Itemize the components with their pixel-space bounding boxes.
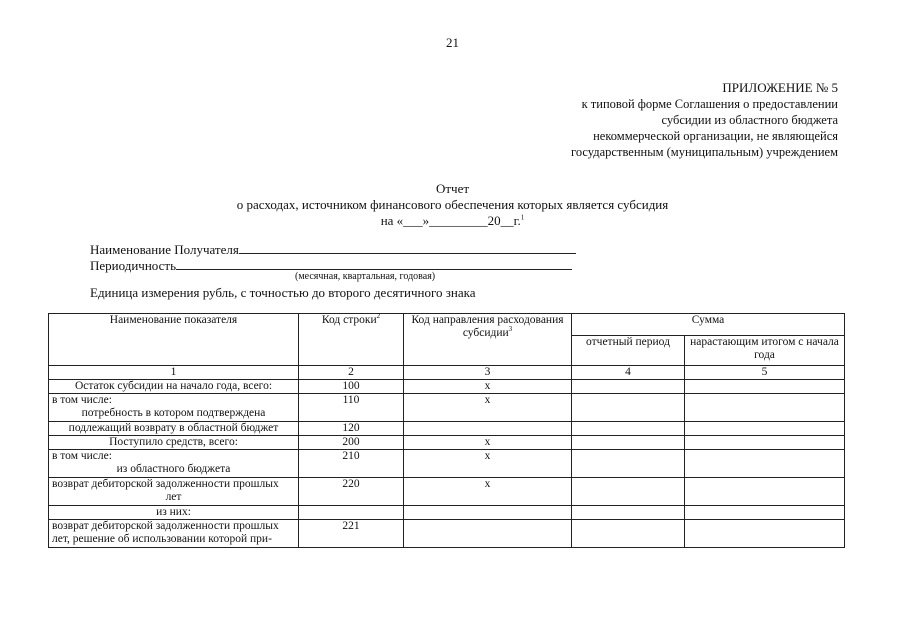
row-code xyxy=(299,506,404,520)
row-direction: x xyxy=(404,380,572,394)
title-line: Отчет xyxy=(435,181,470,196)
row-direction xyxy=(404,422,572,436)
column-number: 1 xyxy=(49,366,299,380)
header-row-code: Код строки$^2$ xyxy=(299,314,404,366)
row-code: 110 xyxy=(299,394,404,422)
value-cell[interactable] xyxy=(685,380,845,394)
appendix-block xyxy=(478,80,838,160)
value-cell[interactable] xyxy=(685,394,845,422)
row-name: Остаток субсидии на начало года, всего: xyxy=(49,380,299,394)
value-cell[interactable] xyxy=(685,450,845,478)
recipient-label: Наименование Получателя xyxy=(90,242,239,257)
table-row xyxy=(49,520,845,548)
periodicity-label: Периодичность xyxy=(90,258,177,273)
value-cell[interactable] xyxy=(685,436,845,450)
value-cell[interactable] xyxy=(685,478,845,506)
header-cumulative: нарастающим итогом с начала года xyxy=(685,336,845,366)
table-row xyxy=(49,436,845,450)
appendix-line: некоммерческой организации, не являющейся xyxy=(593,129,838,143)
header-reporting-period: отчетный период xyxy=(572,336,685,366)
row-name: Поступило средств, всего: xyxy=(49,436,299,450)
row-name: подлежащий возврату в областной бюджет xyxy=(49,422,299,436)
value-cell[interactable] xyxy=(572,520,685,548)
report-title xyxy=(0,181,905,229)
value-cell[interactable] xyxy=(572,394,685,422)
value-cell[interactable] xyxy=(685,520,845,548)
appendix-line: государственным (муниципальным) учреждением xyxy=(571,145,838,159)
row-code: 210 xyxy=(299,450,404,478)
value-cell[interactable] xyxy=(572,422,685,436)
header-sum: Сумма xyxy=(572,314,845,336)
report-table xyxy=(48,313,845,548)
row-direction: x xyxy=(404,450,572,478)
row-code: 120 xyxy=(299,422,404,436)
table-row xyxy=(49,506,845,520)
column-number: 2 xyxy=(299,366,404,380)
row-code: 200 xyxy=(299,436,404,450)
value-cell[interactable] xyxy=(685,506,845,520)
column-number: 5 xyxy=(685,366,845,380)
row-direction xyxy=(404,506,572,520)
row-name: возврат дебиторской задолженности прошлых лет xyxy=(49,478,299,506)
value-cell[interactable] xyxy=(685,422,845,436)
value-cell[interactable] xyxy=(572,380,685,394)
row-code: 221 xyxy=(299,520,404,548)
row-code: 100 xyxy=(299,380,404,394)
row-direction: x xyxy=(404,436,572,450)
periodicity-input-line[interactable] xyxy=(176,258,572,270)
value-cell[interactable] xyxy=(572,506,685,520)
header-direction-code: Код направления расходования субсидии$^3$ xyxy=(404,314,572,366)
appendix-line: к типовой форме Соглашения о предоставлении xyxy=(581,97,838,111)
recipient-input-line[interactable] xyxy=(239,242,576,254)
value-cell[interactable] xyxy=(572,478,685,506)
column-number-row xyxy=(49,366,845,380)
row-code: 220 xyxy=(299,478,404,506)
title-date: на «___»_________20__г. xyxy=(380,213,521,228)
column-number: 4 xyxy=(572,366,685,380)
row-name: из них: xyxy=(49,506,299,520)
column-number: 3 xyxy=(404,366,572,380)
table-row xyxy=(49,380,845,394)
row-direction xyxy=(404,520,572,548)
header-indicator: Наименование показателя xyxy=(49,314,299,366)
row-name: в том числе: потребность в котором подтверждена xyxy=(49,394,299,422)
table-row xyxy=(49,394,845,422)
title-subline: о расходах, источником финансового обеспечения которых является субсидия xyxy=(236,197,669,212)
appendix-heading: ПРИЛОЖЕНИЕ № 5 xyxy=(722,80,838,95)
table-row xyxy=(49,450,845,478)
row-direction: x xyxy=(404,394,572,422)
footnote-mark: 1 xyxy=(520,213,525,222)
value-cell[interactable] xyxy=(572,436,685,450)
recipient-field xyxy=(90,242,576,258)
row-direction: x xyxy=(404,478,572,506)
table-row xyxy=(49,422,845,436)
title-date-line xyxy=(0,213,905,229)
page-number: 21 xyxy=(446,35,459,50)
periodicity-hint: (месячная, квартальная, годовая) xyxy=(295,271,436,282)
row-name: возврат дебиторской задолженности прошлых лет, решение об использовании которой при- xyxy=(49,520,299,548)
unit-text: Единица измерения рубль, с точностью до второго десятичного знака xyxy=(90,285,476,300)
appendix-line: субсидии из областного бюджета xyxy=(661,113,838,127)
value-cell[interactable] xyxy=(572,450,685,478)
row-name: в том числе: из областного бюджета xyxy=(49,450,299,478)
table-row xyxy=(49,478,845,506)
